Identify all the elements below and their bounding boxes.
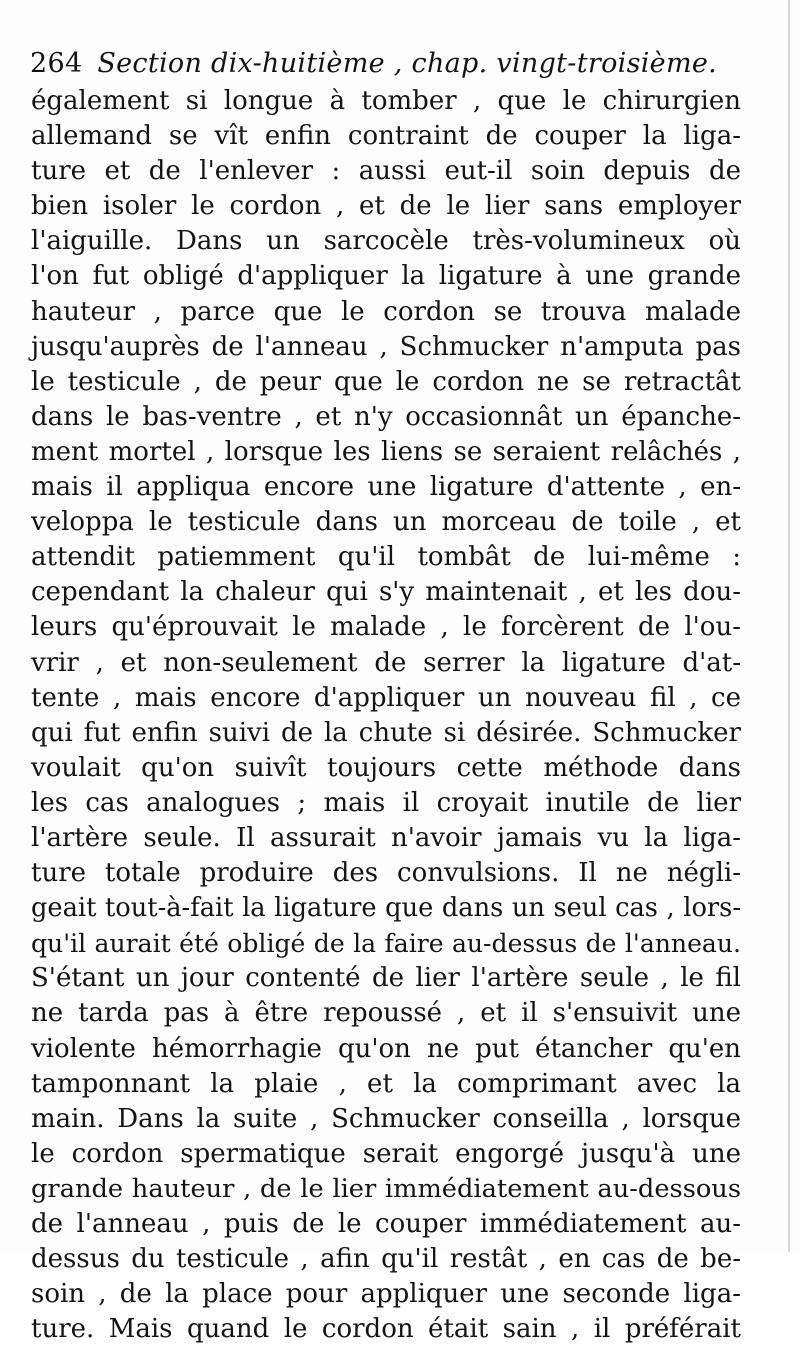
- text-line: les cas analogues ; mais il croyait inutile de lier: [31, 787, 741, 818]
- text-line: soin , de la place pour appliquer une seconde liga-: [31, 1279, 741, 1310]
- text-line: ment mortel , lorsque les liens se seraient relâchés ,: [31, 436, 741, 467]
- text-line: l'on fut obligé d'appliquer la ligature à une grande: [31, 261, 741, 292]
- text-line: voulait qu'on suivît toujours cette méthode dans: [31, 752, 741, 783]
- text-line: l'artère seule. Il assurait n'avoir jamais vu la liga-: [31, 822, 741, 853]
- text-line: vrir , et non-seulement de serrer la ligature d'at-: [31, 647, 741, 678]
- text-line: dessus du testicule , afin qu'il restât , en cas de be-: [31, 1244, 741, 1275]
- page-edge-shadow: [788, 0, 790, 1252]
- text-line: main. Dans la suite , Schmucker conseilla , lorsque: [31, 1103, 741, 1134]
- page-number: 264: [30, 48, 83, 79]
- text-line: veloppa le testicule dans un morceau de toile , et: [31, 507, 741, 538]
- text-line: dans le bas-ventre , et n'y occasionnât un épanche-: [31, 401, 741, 432]
- running-head: [30, 44, 750, 84]
- text-line: qu'il aurait été obligé de la faire au-dessus de l'anneau.: [31, 929, 741, 959]
- text-line: jusqu'auprès de l'anneau , Schmucker n'amputa pas: [31, 331, 741, 362]
- text-line: S'étant un jour contenté de lier l'artère seule , le fil: [31, 963, 741, 994]
- text-line: leurs qu'éprouvait le malade , le forcèrent de l'ou-: [31, 612, 741, 643]
- text-line: geait tout-à-fait la ligature que dans un seul cas , lors-: [31, 893, 741, 924]
- text-line: tamponnant la plaie , et la comprimant avec la: [31, 1068, 741, 1099]
- text-line: violente hémorrhagie qu'on ne put étancher qu'en: [31, 1033, 741, 1064]
- running-title: Section dix-huitième , chap. vingt-troisième.: [97, 48, 718, 79]
- text-line: ture totale produire des convulsions. Il ne négli-: [31, 858, 741, 889]
- text-line: le testicule , de peur que le cordon ne se retractât: [31, 366, 741, 397]
- text-line: allemand se vît enfin contraint de couper la liga-: [31, 121, 741, 152]
- text-line: hauteur , parce que le cordon se trouva malade: [31, 296, 741, 327]
- text-line: cependant la chaleur qui s'y maintenait , et les dou-: [31, 577, 741, 608]
- text-line: ture et de l'enlever : aussi eut-il soin depuis de: [31, 156, 741, 187]
- text-line: attendit patiemment qu'il tombât de lui-même :: [31, 542, 741, 573]
- text-line: bien isoler le cordon , et de le lier sans employer: [31, 191, 741, 222]
- text-line: le cordon spermatique serait engorgé jusqu'à une: [31, 1138, 741, 1169]
- text-line: l'aiguille. Dans un sarcocèle très-volumineux où: [31, 226, 741, 257]
- text-line: tente , mais encore d'appliquer un nouveau fil , ce: [31, 682, 741, 713]
- body-text: [31, 84, 741, 1347]
- text-line: de l'anneau , puis de le couper immédiatement au-: [31, 1209, 741, 1239]
- text-line: ture. Mais quand le cordon était sain , il préférait: [31, 1314, 741, 1345]
- text-line: grande hauteur , de le lier immédiatement au-dessous: [31, 1173, 741, 1204]
- text-line: mais il appliqua encore une ligature d'attente , en-: [31, 472, 741, 503]
- text-line: ne tarda pas à être repoussé , et il s'ensuivit une: [31, 998, 741, 1029]
- text-line: qui fut enfin suivi de la chute si désirée. Schmucker: [31, 717, 741, 748]
- text-line: également si longue à tomber , que le chirurgien: [31, 86, 741, 116]
